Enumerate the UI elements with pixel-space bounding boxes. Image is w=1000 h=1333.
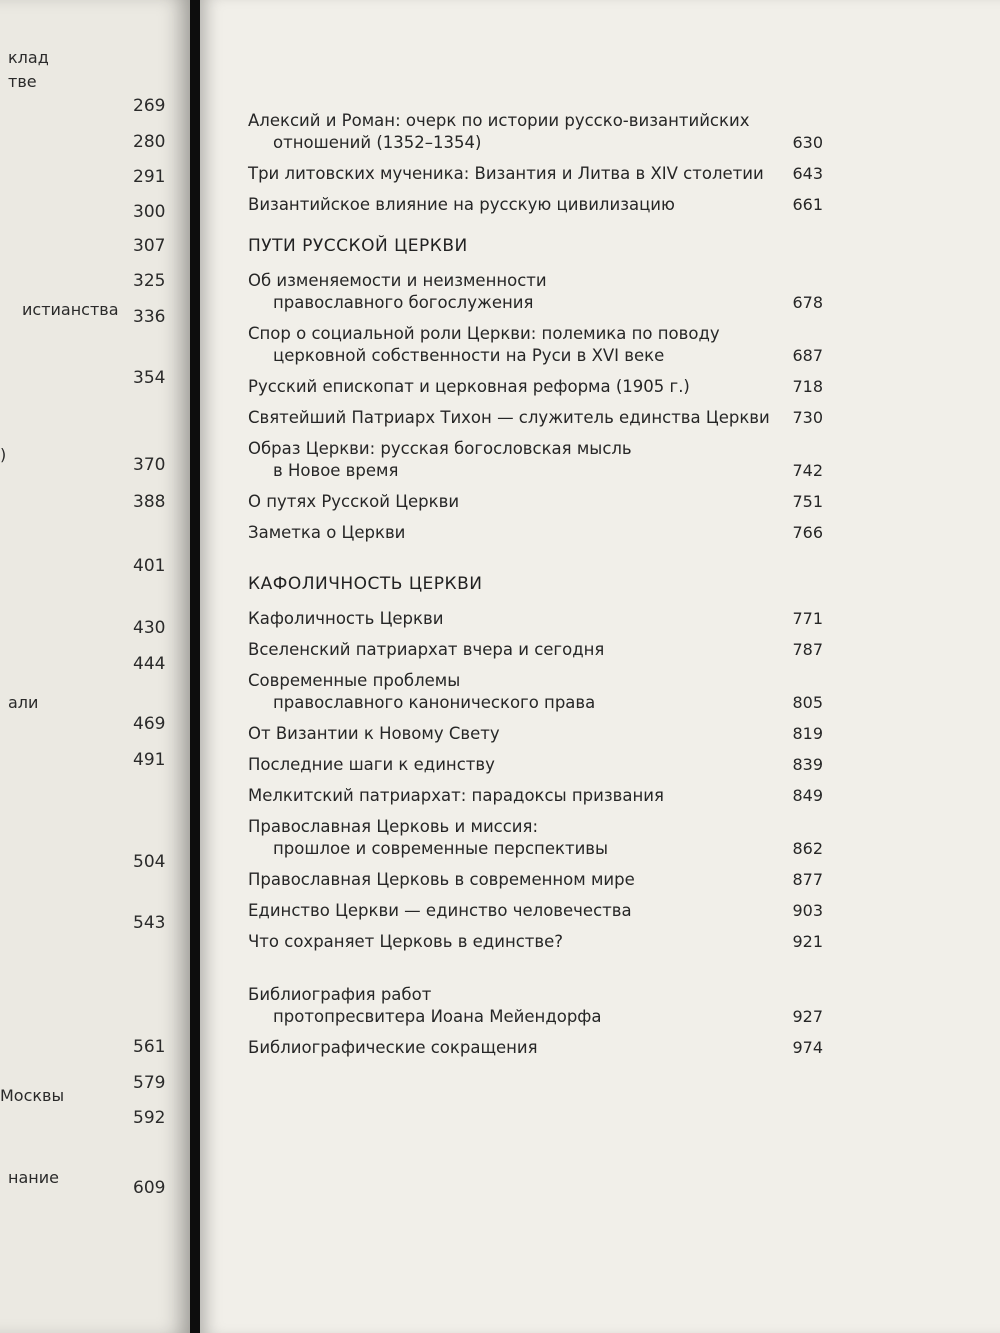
left-page-number: 280	[133, 132, 166, 152]
toc-section1-entries	[248, 270, 823, 544]
toc-entry	[248, 522, 823, 544]
toc-entry	[248, 931, 823, 953]
left-page-number: 307	[133, 236, 166, 256]
toc-entry-title-continued: отношений (1352–1354)	[273, 133, 482, 152]
left-page-number: 325	[133, 271, 166, 291]
left-page-number: 504	[133, 852, 166, 872]
toc-entry	[248, 670, 823, 714]
toc-entry-page-number: 819	[792, 724, 823, 743]
toc-entry-page-number: 751	[792, 492, 823, 511]
toc-entry	[248, 270, 823, 314]
left-page	[0, 0, 190, 1333]
toc-entry-title: От Византии к Новому Свету	[248, 724, 500, 743]
toc-entry-title-continued: православного канонического права	[273, 693, 596, 712]
section-heading-puti: ПУТИ РУССКОЙ ЦЕРКВИ	[248, 236, 468, 256]
toc-entry-page-number: 678	[792, 293, 823, 312]
toc-entry-title: Византийское влияние на русскую цивилизацию	[248, 195, 675, 214]
toc-entry-title-continued: прошлое и современные перспективы	[273, 839, 609, 858]
toc-entry-page-number: 718	[792, 377, 823, 396]
toc-entry-title: Православная Церковь в современном мире	[248, 870, 635, 889]
left-page-text-fragment: Москвы	[0, 1086, 65, 1105]
toc-entry-title: Спор о социальной роли Церкви: полемика по поводу	[248, 324, 720, 343]
toc-entry-title: Мелкитский патриархат: парадоксы призвания	[248, 786, 664, 805]
section-heading-kafolichnost: КАФОЛИЧНОСТЬ ЦЕРКВИ	[248, 574, 483, 594]
toc-entry	[248, 816, 823, 860]
toc-entry-page-number: 805	[792, 693, 823, 712]
toc-entry-title: Заметка о Церкви	[248, 523, 406, 542]
table-of-contents	[248, 110, 823, 1068]
left-page-text-fragment: али	[8, 693, 39, 712]
toc-entry-page-number: 771	[792, 609, 823, 628]
toc-entry	[248, 900, 823, 922]
toc-entry-page-number: 974	[792, 1038, 823, 1057]
toc-entry-title: Кафоличность Церкви	[248, 609, 444, 628]
left-page-number: 609	[133, 1178, 166, 1198]
toc-entry	[248, 639, 823, 661]
left-page-number: 300	[133, 202, 166, 222]
toc-entry-title: Единство Церкви — единство человечества	[248, 901, 632, 920]
toc-entry-page-number: 661	[792, 195, 823, 214]
left-page-number: 491	[133, 750, 166, 770]
toc-entry	[248, 194, 823, 216]
toc-entry-page-number: 630	[792, 133, 823, 152]
left-page-text-fragment: клад	[8, 48, 49, 67]
toc-entry-title: Библиография работ	[248, 985, 432, 1004]
toc-entry-title: Последние шаги к единству	[248, 755, 495, 774]
left-page-text-fragment: истианства	[22, 300, 119, 319]
toc-entry-title: Вселенский патриархат вчера и сегодня	[248, 640, 605, 659]
toc-entry-title: О путях Русской Церкви	[248, 492, 460, 511]
toc-entry-page-number: 766	[792, 523, 823, 542]
toc-entry	[248, 984, 823, 1028]
left-page-number: 444	[133, 654, 166, 674]
left-page-number: 401	[133, 556, 166, 576]
toc-entry-page-number: 787	[792, 640, 823, 659]
toc-entry	[248, 754, 823, 776]
left-page-text-fragment: )	[0, 445, 7, 464]
toc-bottom-entries	[248, 984, 823, 1059]
toc-entry	[248, 608, 823, 630]
toc-entry-title: Русский епископат и церковная реформа (1905 г.)	[248, 377, 690, 396]
toc-entry-page-number: 839	[792, 755, 823, 774]
toc-entry-title: Святейший Патриарх Тихон — служитель единства Церкви	[248, 408, 770, 427]
toc-entry-title: Об изменяемости и неизменности	[248, 271, 547, 290]
toc-entry-page-number: 687	[792, 346, 823, 365]
left-page-number: 543	[133, 913, 166, 933]
left-page-text-fragment: тве	[8, 72, 37, 91]
left-page-text-fragment: нание	[8, 1168, 59, 1187]
toc-entry-page-number: 643	[792, 164, 823, 183]
toc-entry	[248, 376, 823, 398]
left-page-number: 388	[133, 492, 166, 512]
toc-entry-title-continued: церковной собственности на Руси в XVI веке	[273, 346, 665, 365]
toc-entry-page-number: 877	[792, 870, 823, 889]
left-page-number: 336	[133, 307, 166, 327]
left-page-number: 579	[133, 1073, 166, 1093]
left-page-number: 370	[133, 455, 166, 475]
toc-entry-title: Современные проблемы	[248, 671, 461, 690]
toc-entry-page-number: 849	[792, 786, 823, 805]
toc-entry-title: Православная Церковь и миссия:	[248, 817, 539, 836]
toc-entry	[248, 1037, 823, 1059]
toc-top-entries	[248, 110, 823, 216]
toc-entry-title-continued: в Новое время	[273, 461, 399, 480]
toc-entry	[248, 869, 823, 891]
toc-entry-title: Образ Церкви: русская богословская мысль	[248, 439, 632, 458]
toc-entry-title: Что сохраняет Церковь в единстве?	[248, 932, 564, 951]
left-page-number: 354	[133, 368, 166, 388]
toc-entry	[248, 438, 823, 482]
left-page-number: 561	[133, 1037, 166, 1057]
toc-entry	[248, 491, 823, 513]
toc-entry-page-number: 903	[792, 901, 823, 920]
right-page	[200, 0, 1000, 1333]
toc-entry-page-number: 730	[792, 408, 823, 427]
toc-entry-title-continued: православного богослужения	[273, 293, 534, 312]
toc-entry	[248, 785, 823, 807]
toc-entry-page-number: 921	[792, 932, 823, 951]
toc-entry-page-number: 927	[792, 1007, 823, 1026]
toc-entry-title: Библиографические сокращения	[248, 1038, 538, 1057]
left-page-number: 592	[133, 1108, 166, 1128]
toc-entry-page-number: 862	[792, 839, 823, 858]
toc-entry	[248, 723, 823, 745]
left-page-number: 469	[133, 714, 166, 734]
toc-entry	[248, 323, 823, 367]
toc-entry	[248, 163, 823, 185]
left-page-number: 430	[133, 618, 166, 638]
toc-entry	[248, 407, 823, 429]
toc-entry-page-number: 742	[792, 461, 823, 480]
toc-entry-title-continued: протопресвитера Иоана Мейендорфа	[273, 1007, 602, 1026]
toc-section2-entries	[248, 608, 823, 953]
toc-entry	[248, 110, 823, 154]
left-page-number: 269	[133, 96, 166, 116]
toc-entry-title: Три литовских мученика: Византия и Литва в XIV столетии	[248, 164, 764, 183]
toc-entry-title: Алексий и Роман: очерк по истории русско-византийских	[248, 111, 750, 130]
left-page-number: 291	[133, 167, 166, 187]
